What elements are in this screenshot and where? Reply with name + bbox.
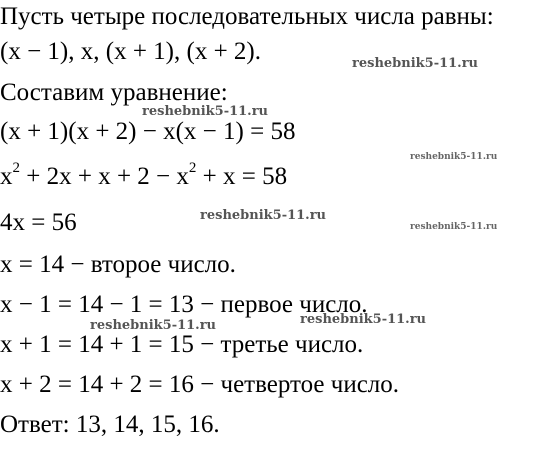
watermark: reshebnik5-11.ru <box>410 152 498 162</box>
second-number-line <box>0 250 236 280</box>
watermark: reshebnik5-11.ru <box>142 104 269 119</box>
equation-1-text: (x + 1)(x + 2) − x(x − 1) = 58 <box>0 118 296 145</box>
term-4: (x + 2). <box>186 38 261 65</box>
statement-text: Пусть четыре последовательных числа равны: <box>0 3 494 30</box>
watermark: reshebnik5-11.ru <box>90 318 217 333</box>
eq2-end: + x = 58 <box>196 163 288 190</box>
watermark: reshebnik5-11.ru <box>410 222 498 232</box>
watermark: reshebnik5-11.ru <box>300 312 427 327</box>
watermark: reshebnik5-11.ru <box>200 208 327 223</box>
term-3: (x + 1), <box>105 38 181 65</box>
compose-text: Составим уравнение: <box>0 79 228 106</box>
equation-3-text: 4x = 56 <box>0 209 77 236</box>
eq2-power-2: 2 <box>188 159 197 176</box>
eq2-middle: + 2x + x + 2 − x <box>20 163 189 190</box>
third-number-text: x + 1 = 14 + 1 = 15 − третье число. <box>0 331 364 358</box>
fourth-number-text: x + 2 = 14 + 2 = 16 − четвертое число. <box>0 371 400 398</box>
equation-2 <box>0 159 288 192</box>
terms-line <box>0 37 261 67</box>
term-1: (x − 1), <box>0 38 75 65</box>
equation-1 <box>0 117 295 147</box>
second-number-text: x = 14 − второе число. <box>0 251 236 278</box>
problem-statement <box>0 2 494 32</box>
answer-text: Ответ: 13, 14, 15, 16. <box>0 411 220 438</box>
third-number-line <box>0 330 363 360</box>
eq2-power-1: 2 <box>12 159 20 176</box>
eq2-x: x <box>0 163 13 190</box>
term-2: x, <box>80 38 100 65</box>
first-number-text: x − 1 = 14 − 1 = 13 − первое число. <box>0 291 368 318</box>
watermark: reshebnik5-11.ru <box>352 56 479 71</box>
answer-line <box>0 410 220 440</box>
equation-3 <box>0 208 77 238</box>
fourth-number-line <box>0 370 399 400</box>
